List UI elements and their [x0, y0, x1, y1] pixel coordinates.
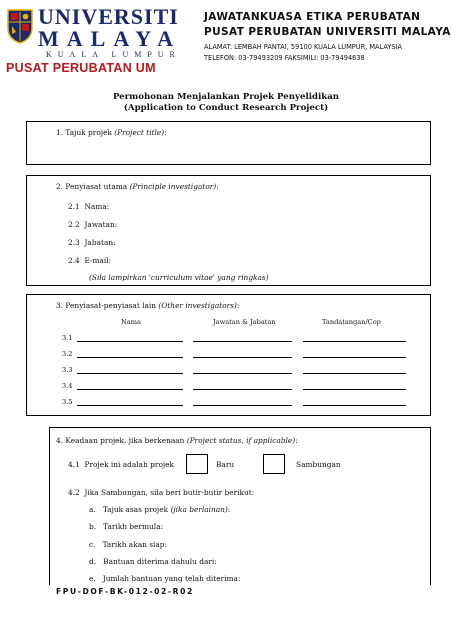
- continuation-item: c. Tarikh akan siap:: [89, 540, 167, 549]
- other-investigators-label: 3. Penyiasat-penyiasat lain (Other investigators):: [56, 301, 240, 310]
- project-type-question: 4.1 Projek ini adalah projek: [68, 460, 175, 469]
- signature-blank: [303, 373, 406, 374]
- name-blank: [77, 341, 183, 342]
- pi-field-position: 2.2 Jawatan:: [68, 220, 118, 229]
- pusat-perubatan-logo-text: PUSAT PERUBATAN UM: [6, 61, 156, 75]
- committee-title: JAWATANKUASA ETIKA PERUBATAN: [204, 11, 421, 23]
- name-blank: [77, 357, 183, 358]
- continuation-item: d. Bantuan diterima dahulu dari:: [89, 557, 217, 566]
- name-blank: [77, 373, 183, 374]
- position-blank: [193, 373, 292, 374]
- new-project-label: Baru: [216, 460, 235, 469]
- university-wordmark: [38, 6, 196, 60]
- label-english: (Project title): [114, 128, 165, 137]
- position-blank: [193, 357, 292, 358]
- project-status-label: 4. Keadaan projek, jika berkenaan (Project status, if applicable):: [56, 436, 298, 445]
- signature-blank: [303, 405, 406, 406]
- logo-line1: UNIVERSITI: [38, 4, 179, 29]
- column-header-position: Jawatan & Jabatan: [213, 318, 276, 326]
- university-crest-logo: [6, 8, 34, 44]
- section-number: 1.: [56, 128, 64, 137]
- contact-text: TELEFON: 03-79493209 FAKSIMILI: 03-79494638: [204, 54, 365, 62]
- pi-field-email: 2.4 E-mail:: [68, 256, 112, 265]
- cv-note: (Sila lampirkan 'curriculum vitae' yang ringkas): [89, 273, 269, 282]
- name-blank: [77, 389, 183, 390]
- project-title-label: 1. Tajuk projek (Project title):: [56, 128, 167, 137]
- position-blank: [193, 341, 292, 342]
- centre-title: PUSAT PERUBATAN UNIVERSITI MALAYA: [204, 26, 451, 38]
- address-text: ALAMAT: LEMBAH PANTAI, 59100 KUALA LUMPUR, MALAYSIA: [204, 43, 403, 51]
- row-number: 3.3: [62, 366, 73, 374]
- section-other-investigators-box: [26, 294, 431, 416]
- row-number: 3.4: [62, 382, 73, 390]
- continuation-item: a. Tajuk asas projek (jika berlainan):: [89, 505, 231, 514]
- label-malay: Tajuk projek: [65, 128, 112, 137]
- row-number: 3.1: [62, 334, 73, 342]
- row-number: 3.2: [62, 350, 73, 358]
- form-title-malay: Permohonan Menjalankan Projek Penyelidikan: [112, 92, 340, 102]
- logo-line3: KUALA LUMPUR: [46, 50, 181, 59]
- name-blank: [77, 405, 183, 406]
- continuation-project-checkbox[interactable]: [263, 454, 285, 474]
- column-header-name: Nama: [121, 318, 141, 326]
- continuation-item: b. Tarikh bermula:: [89, 522, 164, 531]
- form-title-english: (Application to Conduct Research Project): [123, 103, 329, 113]
- position-blank: [193, 405, 292, 406]
- position-blank: [193, 389, 292, 390]
- continuation-item: e. Jumlah bantuan yang telah diterima:: [89, 574, 241, 583]
- new-project-checkbox[interactable]: [186, 454, 208, 474]
- continuation-project-label: Sambungan: [296, 460, 341, 469]
- signature-blank: [303, 357, 406, 358]
- logo-line2: MALAYA: [38, 26, 181, 51]
- continuation-details-question: 4.2 Jika Sambungan, sila beri butir-butir berikut:: [68, 488, 255, 497]
- row-number: 3.5: [62, 398, 73, 406]
- signature-blank: [303, 341, 406, 342]
- principal-investigator-label: 2. Penyiasat utama (Principle investigator):: [56, 182, 219, 191]
- signature-blank: [303, 389, 406, 390]
- form-code: FPU-DOF-BK-012-02-R02: [56, 587, 194, 596]
- pi-field-department: 2.3 Jabatan:: [68, 238, 116, 247]
- column-header-signature: Tandatangan/Cop: [322, 318, 381, 326]
- pi-field-name: 2.1 Nama:: [68, 202, 110, 211]
